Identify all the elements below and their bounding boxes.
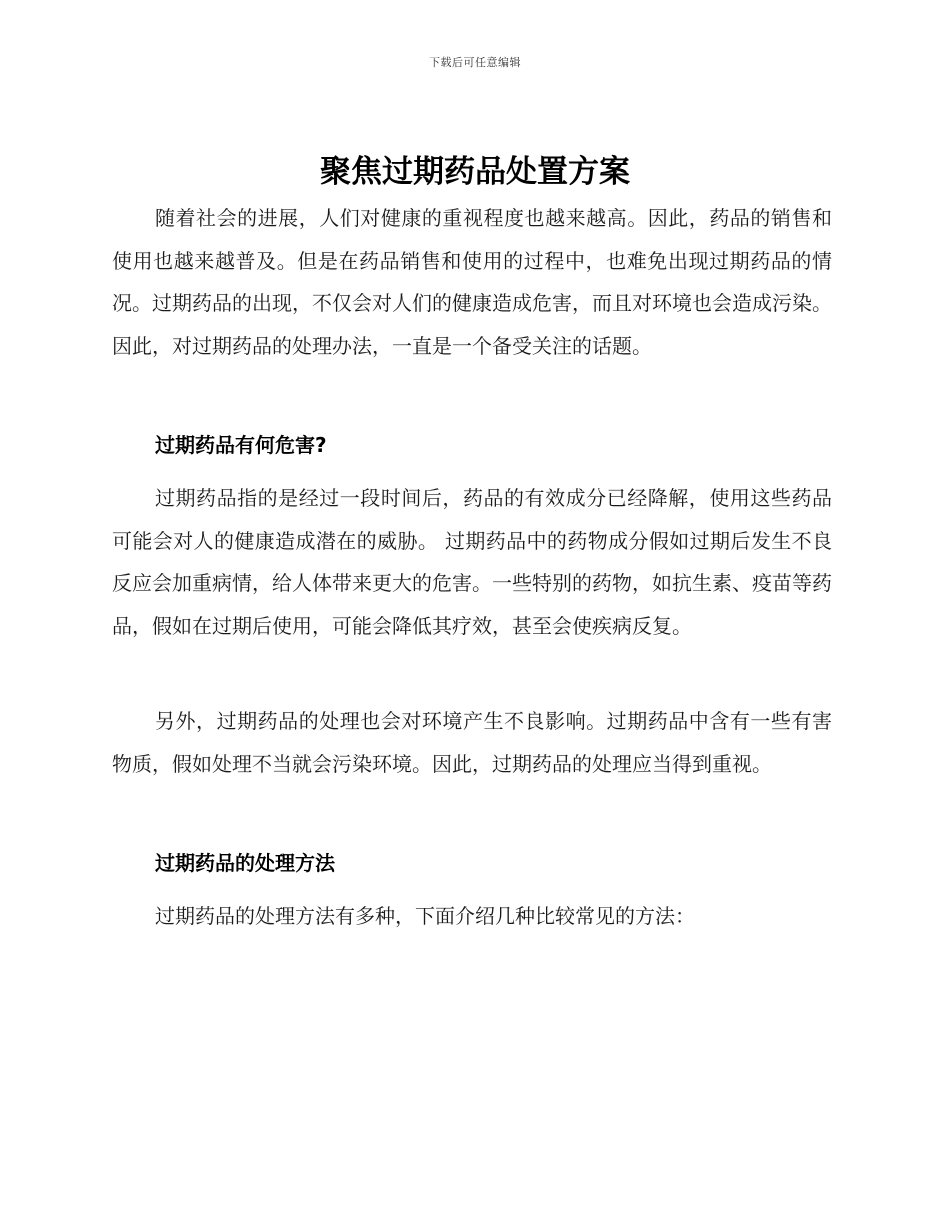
paragraph-hazards-environment: 另外，过期药品的处理也会对环境产生不良影响。过期药品中含有一些有害物质，假如处理不当就会污染环境。因此，过期药品的处理应当得到重视。 xyxy=(112,709,832,776)
intro-paragraph: 随着社会的进展，人们对健康的重视程度也越来越高。因此，药品的销售和使用也越来越普及。但是在药品销售和使用的过程中，也难免出现过期药品的情况。过期药品的出现，不仅会对人们的健康造成危害，而且对环境也会造成污染。因此，对过期药品的处理办法，一直是一个备受关注的话题。 xyxy=(112,206,832,358)
header-note: 下载后可任意编辑 xyxy=(429,56,521,69)
paragraph-disposal-intro: 过期药品的处理方法有多种，下面介绍几种比较常见的方法： xyxy=(155,904,695,928)
document-title: 聚焦过期药品处置方案 xyxy=(320,154,630,190)
paragraph-hazards-health: 过期药品指的是经过一段时间后，药品的有效成分已经降解，使用这些药品可能会对人的健康造成潜在的威胁。 过期药品中的药物成分假如过期后发生不良反应会加重病情，给人体带来更大的危害。一些特别的药物，如抗生素、疫苗等药品，假如在过期后使用，可能会降低其疗效，甚至会使疾病反复。 xyxy=(112,486,832,638)
section-heading-hazards: 过期药品有何危害? xyxy=(155,433,327,457)
section-heading-disposal: 过期药品的处理方法 xyxy=(155,851,335,875)
